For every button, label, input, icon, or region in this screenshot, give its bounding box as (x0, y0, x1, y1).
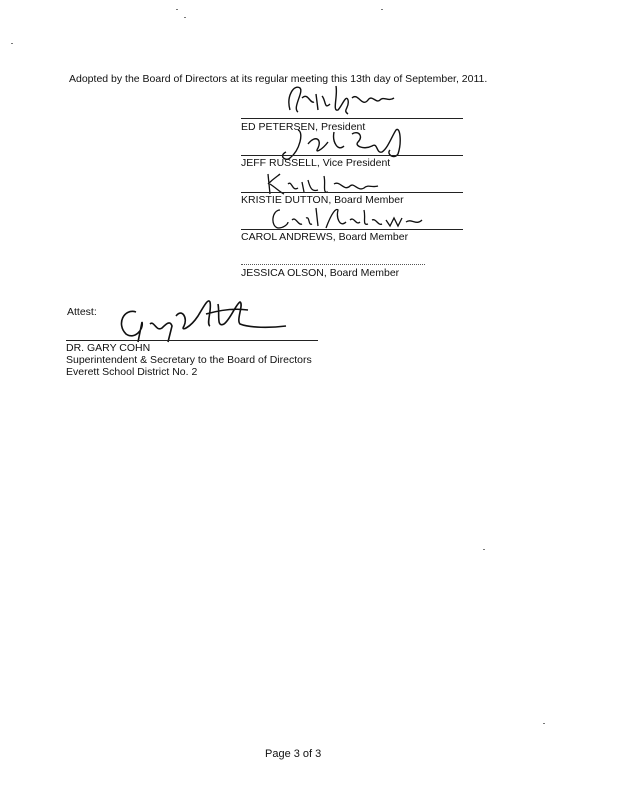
adoption-statement: Adopted by the Board of Directors at its regular meeting this 13th day of September, 2011. (69, 73, 488, 85)
signatory-1: ED PETERSEN, President (241, 121, 366, 133)
signatory-4: CAROL ANDREWS, Board Member (241, 231, 409, 243)
signatory-name: ED PETERSEN (241, 121, 316, 133)
signatory-name: JEFF RUSSELL (241, 157, 317, 169)
attest-organization: Everett School District No. 2 (66, 366, 198, 378)
scan-speck (543, 723, 545, 724)
signatory-title: Board Member (338, 231, 409, 243)
signatory-name: KRISTIE DUTTON (241, 194, 329, 206)
signatory-title: Board Member (329, 267, 400, 279)
signatory-name: CAROL ANDREWS (241, 231, 333, 243)
signature-line (66, 340, 318, 341)
signatory-5: JESSICA OLSON, Board Member (241, 267, 400, 279)
signatory-title: Vice President (322, 157, 391, 169)
signature-line (241, 118, 463, 119)
attest-label: Attest: (67, 306, 97, 318)
scan-speck (483, 549, 485, 550)
signature-line (241, 264, 425, 265)
signature-line (241, 155, 463, 156)
scan-speck (176, 9, 178, 10)
signatory-3: KRISTIE DUTTON, Board Member (241, 194, 404, 206)
attest-name: DR. GARY COHN (66, 342, 151, 354)
signature-ed-petersen (282, 80, 402, 120)
attest-title: Superintendent & Secretary to the Board of Directors (66, 354, 312, 366)
scan-speck (184, 17, 186, 18)
page-number: Page 3 of 3 (265, 748, 322, 760)
signature-line (241, 192, 463, 193)
signatory-title: Board Member (334, 194, 404, 206)
scan-speck (11, 43, 13, 44)
signatory-2: JEFF RUSSELL, Vice President (241, 157, 391, 169)
signatory-name: JESSICA OLSON (241, 267, 324, 279)
signatory-title: President (320, 121, 366, 133)
signature-line (241, 229, 463, 230)
scan-speck (381, 9, 383, 10)
